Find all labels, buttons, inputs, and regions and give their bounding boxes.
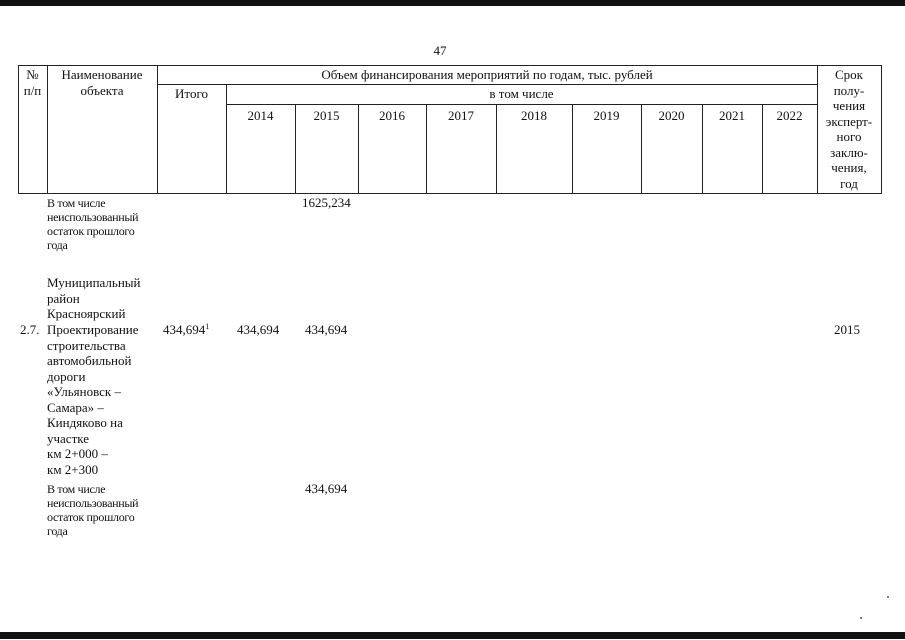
- top-scan-border: [0, 0, 905, 6]
- row-name-line: неиспользованный: [47, 210, 139, 224]
- grid-line: [157, 84, 817, 85]
- row-total-value: 434,694: [163, 322, 206, 337]
- header-number-line: п/п: [23, 82, 42, 98]
- row-name-municipal-district: [47, 275, 140, 322]
- row-name-line: Проектирование: [47, 322, 139, 337]
- row-name-line: Муниципальный: [47, 275, 141, 290]
- header-year: 2022: [776, 108, 803, 123]
- bottom-scan-border: [0, 632, 905, 639]
- page-number: 47: [433, 43, 447, 58]
- grid-line: [18, 65, 882, 66]
- header-deadline-line: эксперт-: [825, 113, 873, 129]
- header-funding: Объем финансирования мероприятий по годам, тыс. рублей: [321, 67, 653, 82]
- header-name-line: Наименование: [61, 67, 143, 82]
- row-name-line: остаток прошлого: [47, 510, 135, 524]
- row-name-line: В том числе: [47, 196, 106, 210]
- row-name-line: года: [47, 524, 68, 538]
- header-including: в том числе: [489, 86, 554, 101]
- row-number: 2.7.: [20, 322, 40, 337]
- header-deadline-line: чения,: [831, 160, 867, 175]
- header-deadline-line: заклю-: [830, 144, 868, 160]
- scan-speck: [860, 617, 862, 619]
- row-name-line: года: [47, 238, 68, 252]
- header-deadline-line: чения: [832, 98, 866, 113]
- grid-line: [18, 193, 882, 194]
- row-name-line: Киндяково на: [47, 415, 123, 430]
- row-value-2015: 1625,234: [302, 195, 351, 210]
- row-name-line: дороги: [47, 368, 86, 384]
- header-year: 2018: [521, 108, 547, 123]
- grid-line: [881, 65, 882, 194]
- header-name-column: [47, 67, 157, 98]
- header-year: 2017: [448, 108, 474, 123]
- header-year: 2015: [313, 108, 340, 123]
- header-deadline-line: Срок: [835, 67, 863, 82]
- row-name-line: км 2+300: [47, 461, 99, 477]
- row-name-line: остаток прошлого: [47, 224, 135, 238]
- header-deadline: [817, 67, 881, 191]
- row-value-2014: 434,694: [237, 322, 280, 337]
- header-year: 2021: [719, 108, 745, 123]
- row-name-line: автомобильной: [47, 353, 132, 368]
- scan-speck: [887, 596, 889, 598]
- row-value-2015: 434,694: [305, 481, 348, 496]
- row-name-line: неиспользованный: [47, 496, 139, 510]
- row-name-line: Красноярский: [47, 306, 126, 321]
- header-number-column: [18, 67, 47, 98]
- grid-line: [157, 65, 158, 194]
- row-name-line: км 2+000 –: [47, 446, 108, 461]
- header-year: 2016: [379, 108, 405, 123]
- header-year: 2020: [658, 108, 685, 123]
- row-name-unused-balance: [47, 196, 138, 252]
- header-year: 2014: [247, 108, 274, 123]
- row-value-2015: 434,694: [305, 322, 348, 337]
- row-name-line: район: [47, 290, 80, 306]
- header-name-line: объекта: [80, 82, 124, 98]
- row-name-line: Самара» –: [47, 399, 104, 415]
- row-name-line: «Ульяновск –: [47, 384, 121, 399]
- header-number-line: №: [26, 67, 39, 82]
- row-total: [163, 322, 209, 338]
- header-deadline-line: ного: [836, 129, 862, 144]
- row-name-line: строительства: [47, 337, 126, 353]
- grid-line: [226, 104, 817, 105]
- row-name-unused-balance: [47, 482, 138, 538]
- row-name-line: В том числе: [47, 482, 106, 496]
- row-deadline: 2015: [834, 322, 860, 337]
- row-name-line: участке: [47, 430, 90, 446]
- footnote-marker: 1: [205, 322, 210, 331]
- header-deadline-line: полу-: [833, 82, 865, 98]
- header-deadline-line: год: [840, 175, 858, 191]
- header-year: 2019: [593, 108, 620, 123]
- header-total: Итого: [175, 86, 208, 101]
- row-name-road-design: [47, 322, 139, 477]
